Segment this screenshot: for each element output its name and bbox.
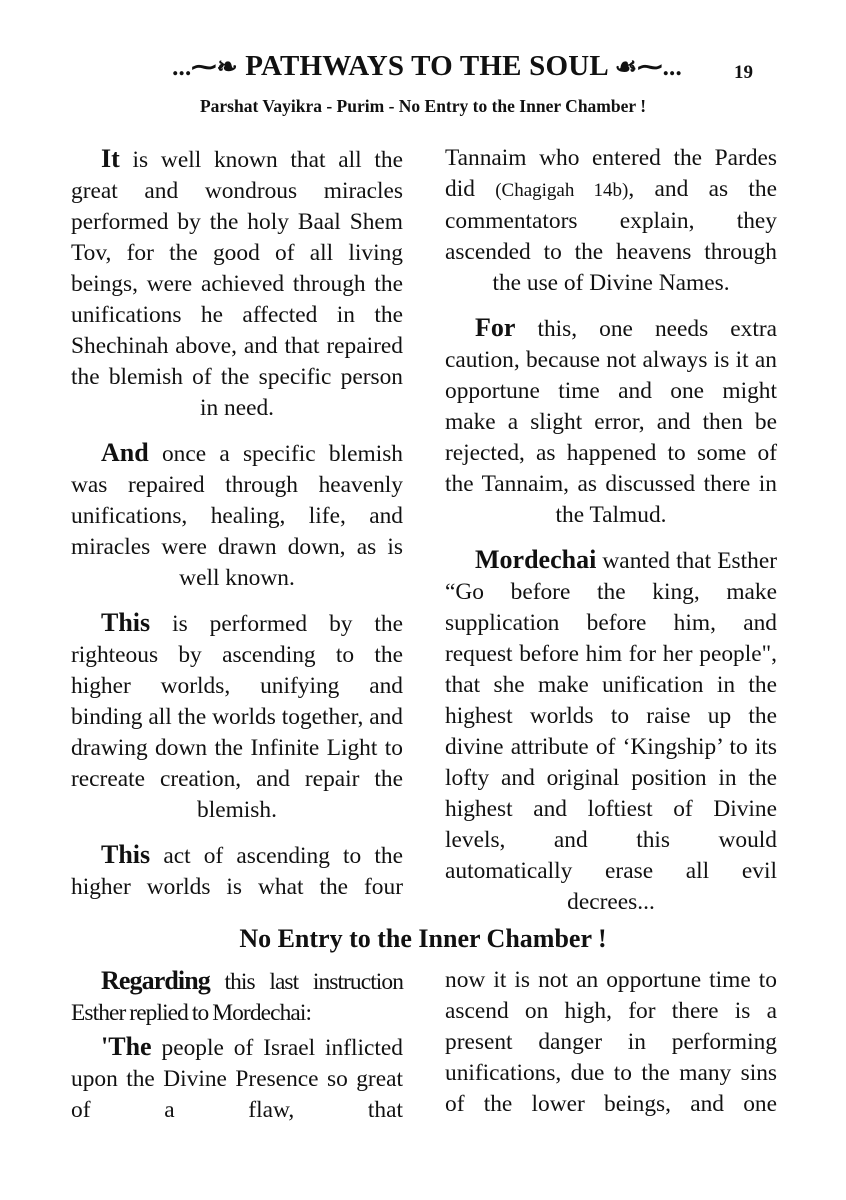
paragraph [71, 143, 403, 424]
lead-word: Mordechai [475, 545, 597, 574]
paragraph-text: act of ascending to the higher worlds is what the four [71, 843, 403, 900]
lead-word: It [101, 144, 120, 173]
paragraph [71, 839, 403, 903]
paragraph [71, 607, 403, 826]
lead-word: And [101, 438, 149, 467]
book-title: PATHWAYS TO THE SOUL [245, 50, 608, 82]
left-ornament-icon: ...⁓❧ [172, 54, 238, 81]
paragraph-text: this last instruction Esther replied to Mordechai: [71, 969, 403, 1026]
running-title [132, 50, 722, 83]
paragraph-text: is performed by the righteous by ascending to the higher worlds, unifying and binding all the worlds together, and drawing down the Infinite Light to recreate creation, and repair the blemish. [71, 611, 403, 823]
paragraph [445, 312, 777, 531]
section-right-column [445, 965, 777, 1122]
lead-word: For [475, 313, 516, 342]
chapter-subtitle: Parshat Vayikra - Purim - No Entry to the Inner Chamber ! [199, 96, 647, 116]
paragraph [445, 544, 777, 918]
page-number: 19 [734, 62, 753, 83]
right-column [445, 143, 777, 931]
right-ornament-icon: ☙⁓... [614, 54, 682, 81]
paragraph-text: now it is not an opportune time to ascend on high, for there is a present danger in performing unifications, due to the many sins of the lower beings, and one [445, 967, 777, 1117]
paragraph-continuation [445, 143, 777, 299]
paragraph-text: wanted that Esther “Go before the king, make supplication before him, and request before him for her people", that she make unification in the highest worlds to raise up the divine attribute of ‘Kingship’ to its lofty and original position in the highest and loftiest of Divine levels, and this would automatically erase all evil decrees... [445, 548, 777, 915]
lead-word: This [101, 608, 151, 637]
paragraph [71, 437, 403, 594]
paragraph-text: once a specific blemish was repaired through heavenly unifications, healing, life, and miracles were drawn down, as is well known. [71, 441, 403, 591]
lead-word: Regarding [101, 966, 210, 995]
lead-word: This [101, 840, 151, 869]
paragraph [71, 965, 403, 1029]
paragraph-text: Tannaim who entered the Pardes did [445, 145, 777, 202]
paragraph-text: is well known that all the great and wondrous miracles performed by the holy Baal Shem Tov, for the good of all living beings, were achieved through the unifications he affected in the Shechinah above, and that repaired the blemish of the specific person in need. [71, 147, 403, 421]
lead-word: 'The [101, 1032, 152, 1061]
paragraph-text: this, one needs extra caution, because not always is it an opportune time and one might make a slight error, and then be rejected, as happened to some of the Tannaim, as discussed there in the Talmud. [445, 316, 777, 528]
paragraph-text: people of Israel inflicted upon the Divine Presence so great of a flaw, that [71, 1035, 403, 1123]
section-heading: No Entry to the Inner Chamber ! [239, 924, 607, 953]
left-column [71, 143, 403, 916]
section-left-column [71, 965, 403, 1128]
page-header [0, 50, 846, 90]
paragraph-text: , and as the commentators explain, they ascended to the heavens through the use of Divine Names. [445, 176, 777, 296]
citation: (Chagigah 14b) [495, 180, 629, 201]
paragraph [71, 1031, 403, 1126]
